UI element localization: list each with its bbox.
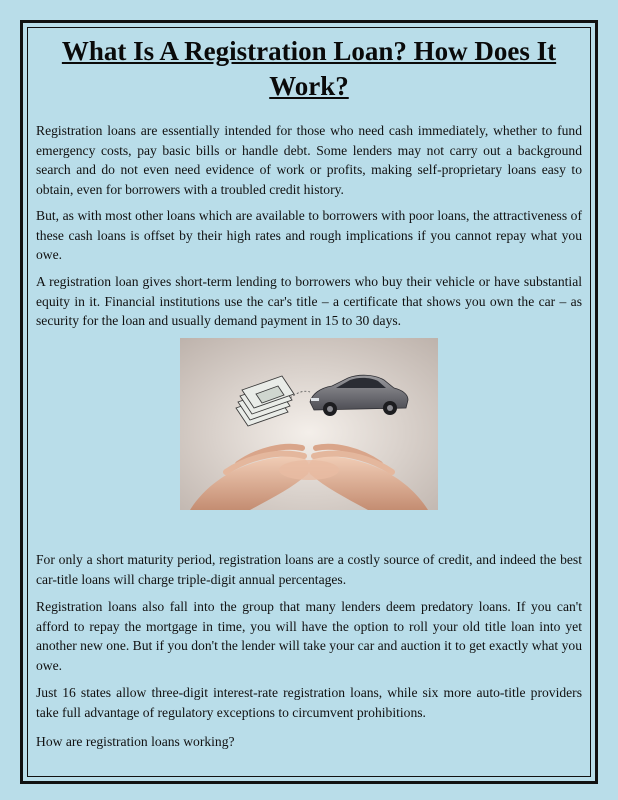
paragraph-5: Registration loans also fall into the group that many lenders deem predatory loans. If you can't afford to repay the mortgage in time, you will have the option to roll your old title loan into yet another new one. But if you don't the lender will take your car and auction it to get exactly what you owe. bbox=[36, 599, 582, 673]
paragraph-4: For only a short maturity period, registration loans are a costly source of credit, and indeed the best car-title loans will charge triple-digit annual percentages. bbox=[36, 552, 582, 587]
paragraph-7: How are registration loans working? bbox=[36, 734, 235, 749]
paragraph-2: But, as with most other loans which are available to borrowers with poor loans, the attractiveness of these cash loans is offset by their high rates and rough implications if you cannot repay what you owe. bbox=[36, 208, 582, 262]
paragraph-1: Registration loans are essentially intended for those who need cash immediately, whether to fund emergency costs, pay basic bills or handle debt. Some lenders may not carry out a background search and do not even need evidence of work or profits, making self-proprietary loans easy to obtain, even for borrowers with a troubled credit history. bbox=[36, 123, 582, 197]
hands-holding-cash-and-car-photo bbox=[180, 338, 438, 510]
paragraph-6: Just 16 states allow three-digit interest-rate registration loans, while six more auto-title providers take full advantage of regulatory exceptions to circumvent prohibitions. bbox=[36, 685, 582, 720]
paragraph-3: A registration loan gives short-term lending to borrowers who buy their vehicle or have substantial equity in it. Financial institutions use the car's title – a certificate that shows you own the car – as security for the loan and usually demand payment in 15 to 30 days. bbox=[36, 274, 582, 328]
page-title: What Is A Registration Loan? How Does It Work? bbox=[61, 36, 557, 101]
